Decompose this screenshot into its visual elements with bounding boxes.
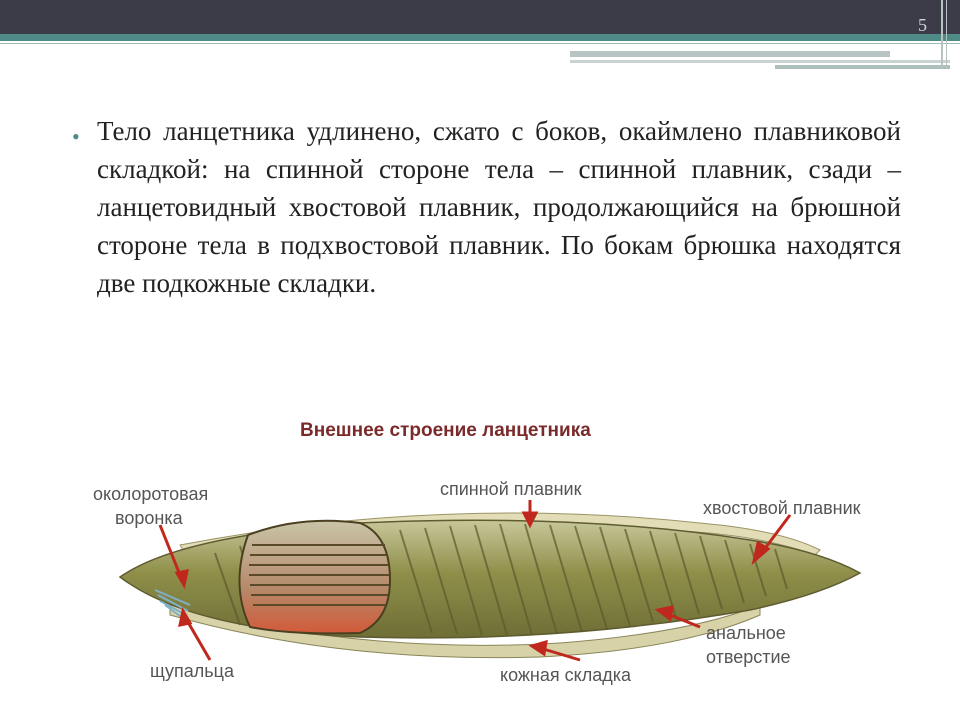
label-oral-funnel-line1: околоротовая	[93, 484, 209, 504]
label-dorsal-fin: спинной плавник	[440, 479, 582, 499]
teal-stripe	[0, 34, 960, 41]
label-tentacles: щупальца	[150, 661, 234, 681]
body-paragraph: Тело ланцетника удлинено, сжато с боков, окаймлено плавниковой складкой: на спинной стороне тела – спинной плавник, сзади – ланцетовидный хвостовой плавник, продолжающийся на брюшной стороне тела в подхвостовой плавник. По бокам брюшка находятся две подкожные складки.	[97, 116, 901, 298]
thin-stripe	[0, 43, 960, 44]
decor-stripe-b	[570, 60, 950, 63]
decor-stripe-a	[570, 51, 890, 57]
label-anal-line1: анальное	[706, 623, 786, 643]
decor-stripe-c	[775, 65, 950, 69]
bullet-icon: •	[72, 124, 80, 149]
figure-title: Внешнее строение ланцетника	[300, 420, 591, 441]
slide-number: 5	[918, 15, 927, 35]
label-skin-fold: кожная складка	[500, 665, 632, 685]
decor-vertical-line-2	[946, 0, 947, 68]
internal-view	[239, 521, 390, 634]
gill-slits	[249, 545, 389, 605]
decor-vertical-line	[941, 0, 943, 68]
label-anal-line2: отверстие	[706, 647, 791, 667]
title-bar-band	[0, 0, 960, 34]
label-caudal-fin: хвостовой плавник	[703, 498, 861, 518]
label-oral-funnel-line2: воронка	[115, 508, 183, 528]
